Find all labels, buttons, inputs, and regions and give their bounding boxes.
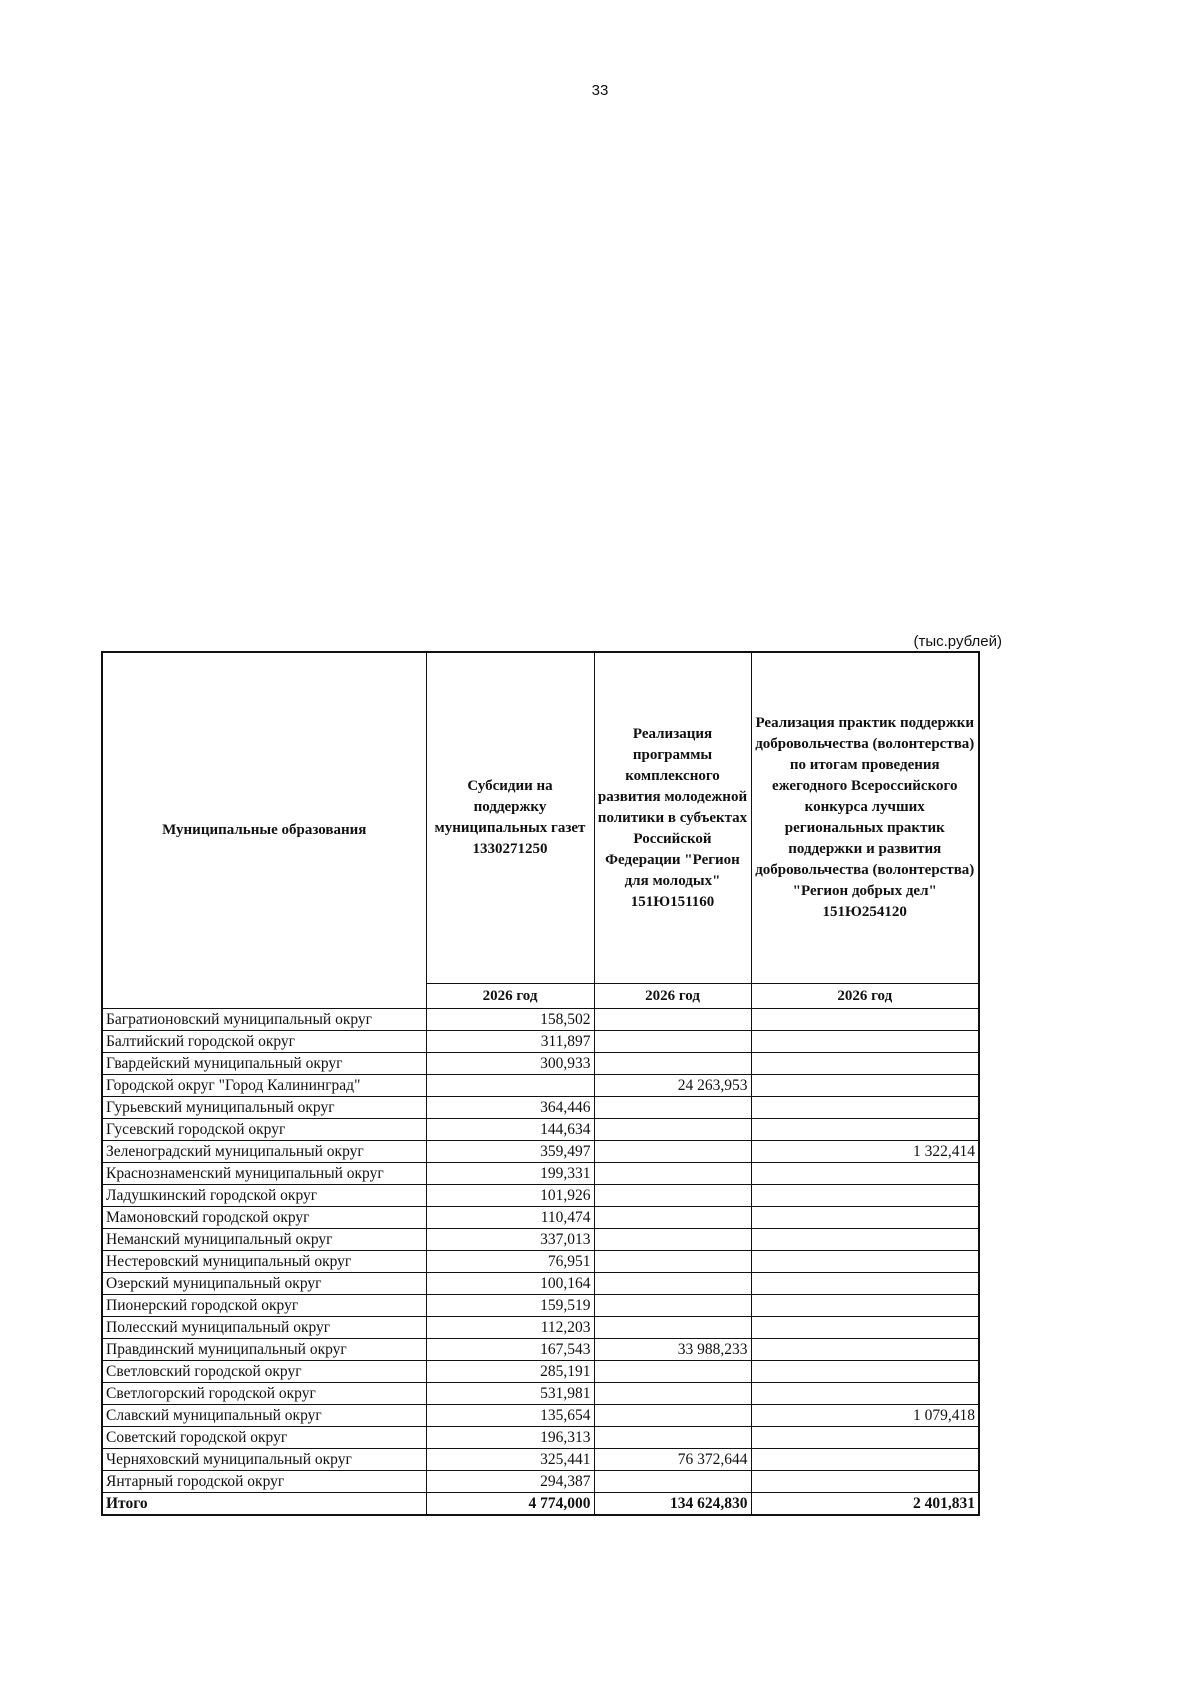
amount-cell: 135,654: [426, 1405, 594, 1427]
table-row: [102, 1251, 979, 1273]
table-row: [102, 1097, 979, 1119]
total-amount: 2 401,831: [751, 1493, 979, 1516]
municipality-name: Ладушкинский городской округ: [102, 1185, 426, 1207]
amount-cell: [594, 1471, 751, 1493]
table-row: [102, 1317, 979, 1339]
municipality-name: Багратионовский муниципальный округ: [102, 1009, 426, 1031]
table-row: [102, 1295, 979, 1317]
municipality-name: Нестеровский муниципальный округ: [102, 1251, 426, 1273]
amount-cell: [751, 1207, 979, 1229]
amount-cell: [751, 1163, 979, 1185]
municipality-name: Светловский городской округ: [102, 1361, 426, 1383]
amount-cell: 159,519: [426, 1295, 594, 1317]
amount-cell: [594, 1405, 751, 1427]
total-amount: 134 624,830: [594, 1493, 751, 1516]
table-row: [102, 1471, 979, 1493]
amount-cell: [751, 1383, 979, 1405]
amount-cell: 76,951: [426, 1251, 594, 1273]
table-row: [102, 1427, 979, 1449]
amount-cell: 364,446: [426, 1097, 594, 1119]
municipality-name: Пионерский городской округ: [102, 1295, 426, 1317]
year-header: 2026 год: [751, 984, 979, 1009]
amount-cell: [594, 1119, 751, 1141]
amount-cell: [594, 1031, 751, 1053]
municipality-name: Озерский муниципальный округ: [102, 1273, 426, 1295]
municipality-name: Черняховский муниципальный округ: [102, 1449, 426, 1471]
amount-cell: [594, 1207, 751, 1229]
amount-cell: [751, 1229, 979, 1251]
amount-cell: [594, 1295, 751, 1317]
municipality-name: Гусевский городской округ: [102, 1119, 426, 1141]
header-newspaper-subsidy: Субсидии на поддержку муниципальных газет 1330271250: [426, 652, 594, 984]
municipality-name: Мамоновский городской округ: [102, 1207, 426, 1229]
amount-cell: 359,497: [426, 1141, 594, 1163]
amount-cell: 285,191: [426, 1361, 594, 1383]
municipality-name: Гвардейский муниципальный округ: [102, 1053, 426, 1075]
amount-cell: [594, 1229, 751, 1251]
amount-cell: [751, 1075, 979, 1097]
amount-cell: [594, 1427, 751, 1449]
header-volunteer-practices: Реализация практик поддержки добровольчества (волонтерства) по итогам проведения ежегодного Всероссийского конкурса лучших региональных практик поддержки и развития добровольчества (волонтерства) "Регион добрых дел" 151Ю254120: [751, 652, 979, 984]
table-row: [102, 1273, 979, 1295]
amount-cell: 33 988,233: [594, 1339, 751, 1361]
amount-cell: 110,474: [426, 1207, 594, 1229]
table-row: [102, 1185, 979, 1207]
municipality-name: Светлогорский городской округ: [102, 1383, 426, 1405]
municipality-name: Зеленоградский муниципальный округ: [102, 1141, 426, 1163]
amount-cell: [751, 1273, 979, 1295]
amount-cell: 294,387: [426, 1471, 594, 1493]
amount-cell: 531,981: [426, 1383, 594, 1405]
amount-cell: 325,441: [426, 1449, 594, 1471]
table-row: [102, 1405, 979, 1427]
subsidy-table: [101, 651, 980, 1516]
amount-cell: [751, 1185, 979, 1207]
amount-cell: 167,543: [426, 1339, 594, 1361]
amount-cell: 144,634: [426, 1119, 594, 1141]
amount-cell: [594, 1053, 751, 1075]
total-label: Итого: [102, 1493, 426, 1516]
header-municipality: Муниципальные образования: [102, 652, 426, 1009]
amount-cell: [594, 1361, 751, 1383]
table-row: [102, 1053, 979, 1075]
amount-cell: [594, 1185, 751, 1207]
amount-cell: [751, 1361, 979, 1383]
amount-cell: 1 322,414: [751, 1141, 979, 1163]
table-row: [102, 1339, 979, 1361]
amount-cell: [594, 1163, 751, 1185]
year-header: 2026 год: [594, 984, 751, 1009]
amount-cell: [594, 1317, 751, 1339]
amount-cell: [594, 1383, 751, 1405]
table-row: [102, 1229, 979, 1251]
amount-cell: 337,013: [426, 1229, 594, 1251]
amount-cell: [594, 1251, 751, 1273]
amount-cell: [751, 1449, 979, 1471]
amount-cell: [751, 1031, 979, 1053]
page-number: 33: [591, 82, 609, 99]
amount-cell: 196,313: [426, 1427, 594, 1449]
municipality-name: Правдинский муниципальный округ: [102, 1339, 426, 1361]
amount-cell: 300,933: [426, 1053, 594, 1075]
amount-cell: [751, 1119, 979, 1141]
table-row: [102, 1163, 979, 1185]
amount-cell: [751, 1251, 979, 1273]
table-row: [102, 1075, 979, 1097]
amount-cell: [751, 1097, 979, 1119]
amount-cell: 101,926: [426, 1185, 594, 1207]
amount-cell: [751, 1317, 979, 1339]
municipality-name: Городской округ "Город Калининград": [102, 1075, 426, 1097]
amount-cell: [594, 1273, 751, 1295]
amount-cell: [751, 1053, 979, 1075]
header-youth-program: Реализация программы комплексного развития молодежной политики в субъектах Российской Федерации "Регион для молодых" 151Ю151160: [594, 652, 751, 984]
municipality-name: Балтийский городской округ: [102, 1031, 426, 1053]
total-row: [102, 1493, 979, 1516]
amount-cell: [751, 1339, 979, 1361]
table-row: [102, 1383, 979, 1405]
total-amount: 4 774,000: [426, 1493, 594, 1516]
table-row: [102, 1119, 979, 1141]
amount-cell: 158,502: [426, 1009, 594, 1031]
municipality-name: Неманский муниципальный округ: [102, 1229, 426, 1251]
amount-cell: 76 372,644: [594, 1449, 751, 1471]
amount-cell: 1 079,418: [751, 1405, 979, 1427]
amount-cell: 112,203: [426, 1317, 594, 1339]
municipality-name: Славский муниципальный округ: [102, 1405, 426, 1427]
amount-cell: [594, 1141, 751, 1163]
municipality-name: Краснознаменский муниципальный округ: [102, 1163, 426, 1185]
amount-cell: 24 263,953: [594, 1075, 751, 1097]
amount-cell: 311,897: [426, 1031, 594, 1053]
table-row: [102, 1031, 979, 1053]
amount-cell: [594, 1097, 751, 1119]
municipality-name: Полесский муниципальный округ: [102, 1317, 426, 1339]
table-row: [102, 1207, 979, 1229]
amount-cell: [751, 1295, 979, 1317]
amount-cell: [751, 1427, 979, 1449]
amount-cell: [426, 1075, 594, 1097]
municipality-name: Гурьевский муниципальный округ: [102, 1097, 426, 1119]
table-row: [102, 1141, 979, 1163]
municipality-name: Советский городской округ: [102, 1427, 426, 1449]
table-row: [102, 1449, 979, 1471]
amount-cell: 100,164: [426, 1273, 594, 1295]
amount-cell: [751, 1471, 979, 1493]
municipality-name: Янтарный городской округ: [102, 1471, 426, 1493]
table-row: [102, 1361, 979, 1383]
amount-cell: [751, 1009, 979, 1031]
year-header: 2026 год: [426, 984, 594, 1009]
units-label: (тыс.рублей): [913, 633, 1002, 650]
amount-cell: [594, 1009, 751, 1031]
table-row: [102, 1009, 979, 1031]
amount-cell: 199,331: [426, 1163, 594, 1185]
